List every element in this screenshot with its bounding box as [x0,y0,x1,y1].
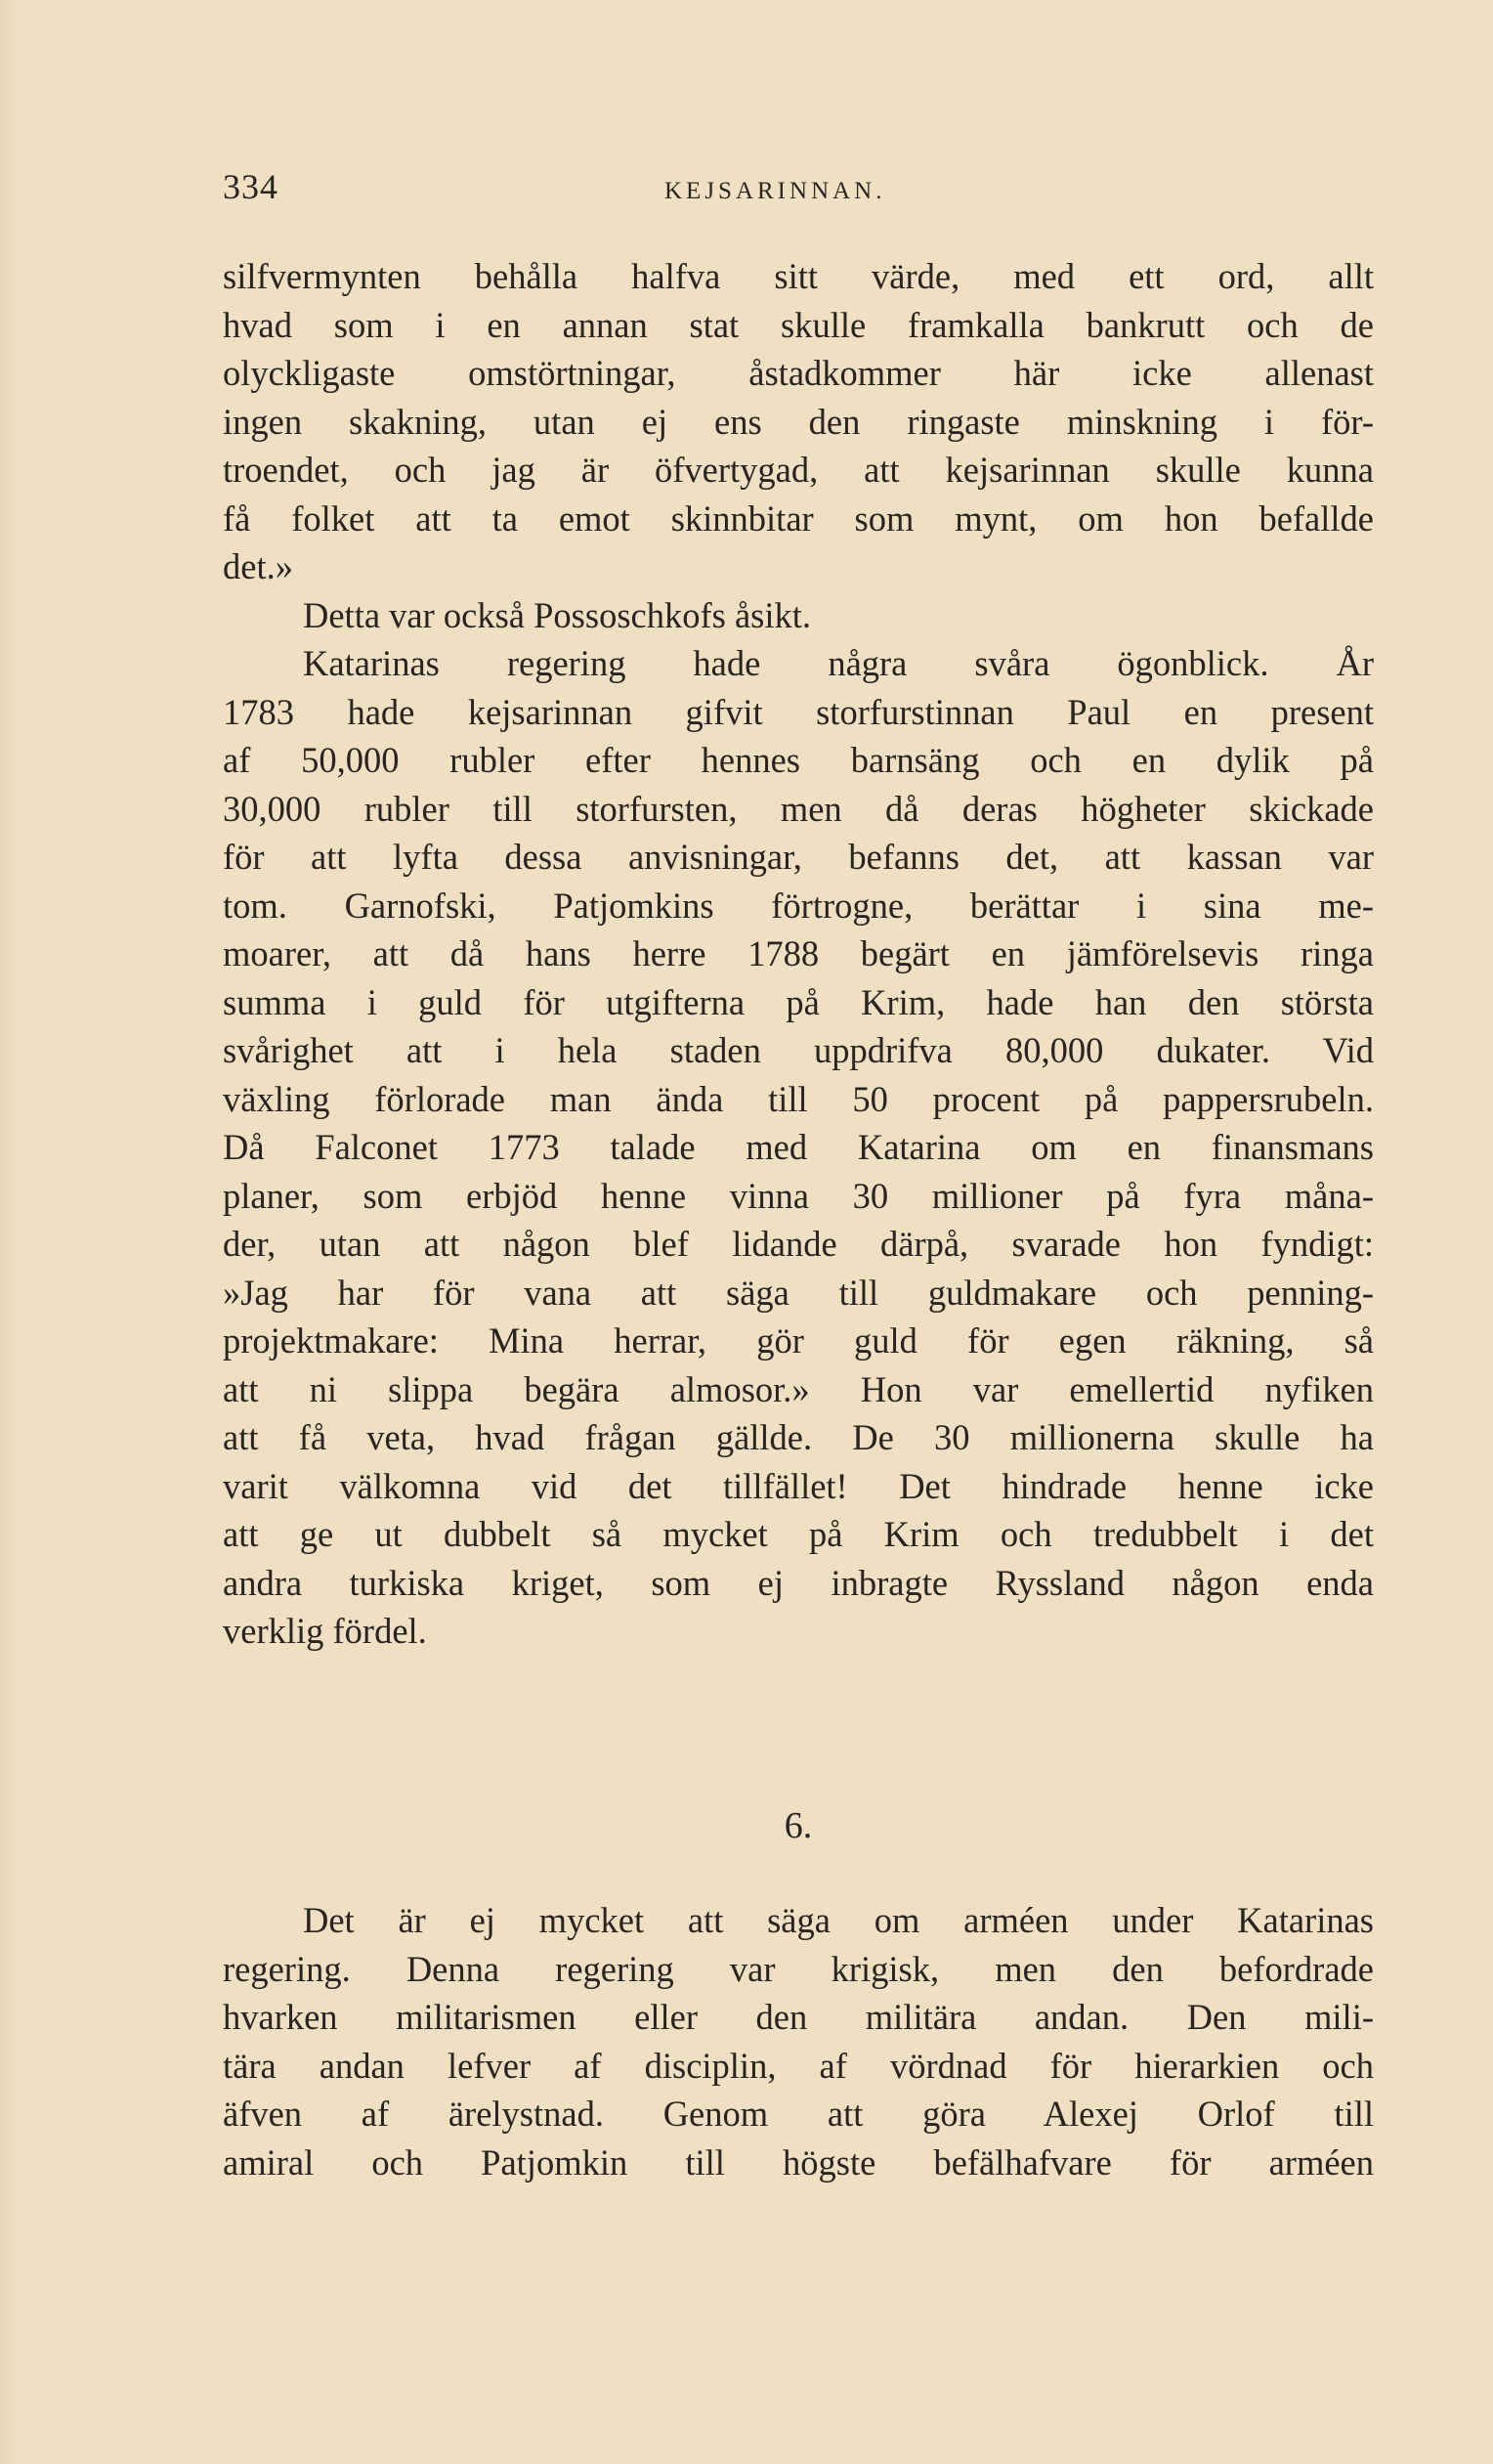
text-line: äfven af ärelystnad. Genom att göra Alexej Orlof till [223,2094,1374,2134]
text-line: 1783 hade kejsarinnan gifvit storfurstinnan Paul en present [223,691,1374,732]
text-line: planer, som erbjöd henne vinna 30 millioner på fyra måna- [223,1175,1374,1216]
text-line: växling förlorade man ända till 50 procent på pappersrubeln. [223,1078,1374,1119]
text-line: hvad som i en annan stat skulle framkalla bankrutt och de [223,304,1374,345]
text-line: att få veta, hvad frågan gällde. De 30 millionerna skulle ha [223,1417,1374,1457]
text-line: svårighet att i hela staden uppdrifva 80,000 dukater. Vid [223,1030,1374,1070]
running-head: KEJSARINNAN. [664,178,886,204]
text-line: hvarken militarismen eller den militära andan. Den mili- [223,1997,1374,2037]
text-line: projektmakare: Mina herrar, gör guld för egen räkning, så [223,1320,1374,1361]
text-line: der, utan att någon blef lidande därpå, svarade hon fyndigt: [223,1224,1374,1264]
text-line: Katarinas regering hade några svåra ögonblick. År [303,643,1374,683]
text-line: »Jag har för vana att säga till guldmakare och penning- [223,1272,1374,1313]
text-line: att ge ut dubbelt så mycket på Krim och tredubbelt i det [223,1514,1374,1554]
text-line: Då Falconet 1773 talade med Katarina om en finansmans [223,1127,1374,1167]
text-line: Detta var också Possoschkofs åsikt. [303,594,812,635]
section-number: 6. [784,1805,813,1846]
text-line: för att lyfta dessa anvisningar, befanns det, att kassan var [223,837,1374,877]
text-line: få folket att ta emot skinnbitar som mynt, om hon befallde [223,497,1374,539]
text-line: regering. Denna regering var krigisk, men den befordrade [223,1948,1374,1989]
text-line: ingen skakning, utan ej ens den ringaste minskning i för- [223,401,1374,442]
page-number: 334 [223,167,278,206]
text-line: tära andan lefver af disciplin, af vördnad för hierarkien och [223,2045,1374,2086]
text-line: af 50,000 rubler efter hennes barnsäng och en dylik på [223,740,1374,780]
text-line: varit välkomna vid det tillfället! Det hindrade henne icke [223,1465,1374,1506]
text-line: det.» [223,546,293,586]
text-line: tom. Garnofski, Patjomkins förtrogne, berättar i sina me- [223,885,1374,926]
text-line: olyckligaste omstörtningar, åstadkommer här icke allenast [223,353,1374,393]
text-line: att ni slippa begära almosor.» Hon var emellertid nyfiken [223,1368,1374,1409]
page-edge [0,0,14,2464]
text-line: silfvermynten behålla halfva sitt värde, med ett ord, allt [223,256,1374,296]
page-header [223,166,1376,225]
text-line: Det är ej mycket att säga om arméen under Katarinas [303,1900,1374,1940]
text-line: amiral och Patjomkin till högste befälhafvare för arméen [223,2141,1374,2183]
text-line: moarer, att då hans herre 1788 begärt en jämförelsevis ringa [223,933,1374,973]
text-line: verklig fördel. [223,1611,427,1651]
text-line: summa i guld för utgifterna på Krim, hade han den största [223,981,1374,1022]
section-paragraph-block [223,1896,1374,2186]
text-line: 30,000 rubler till storfursten, men då deras högheter skickade [223,788,1374,829]
text-line: andra turkiska kriget, som ej inbragte Ryssland någon enda [223,1562,1374,1603]
paragraph-block [223,252,1374,1656]
text-line: troendet, och jag är öfvertygad, att kejsarinnan skulle kunna [223,450,1374,490]
